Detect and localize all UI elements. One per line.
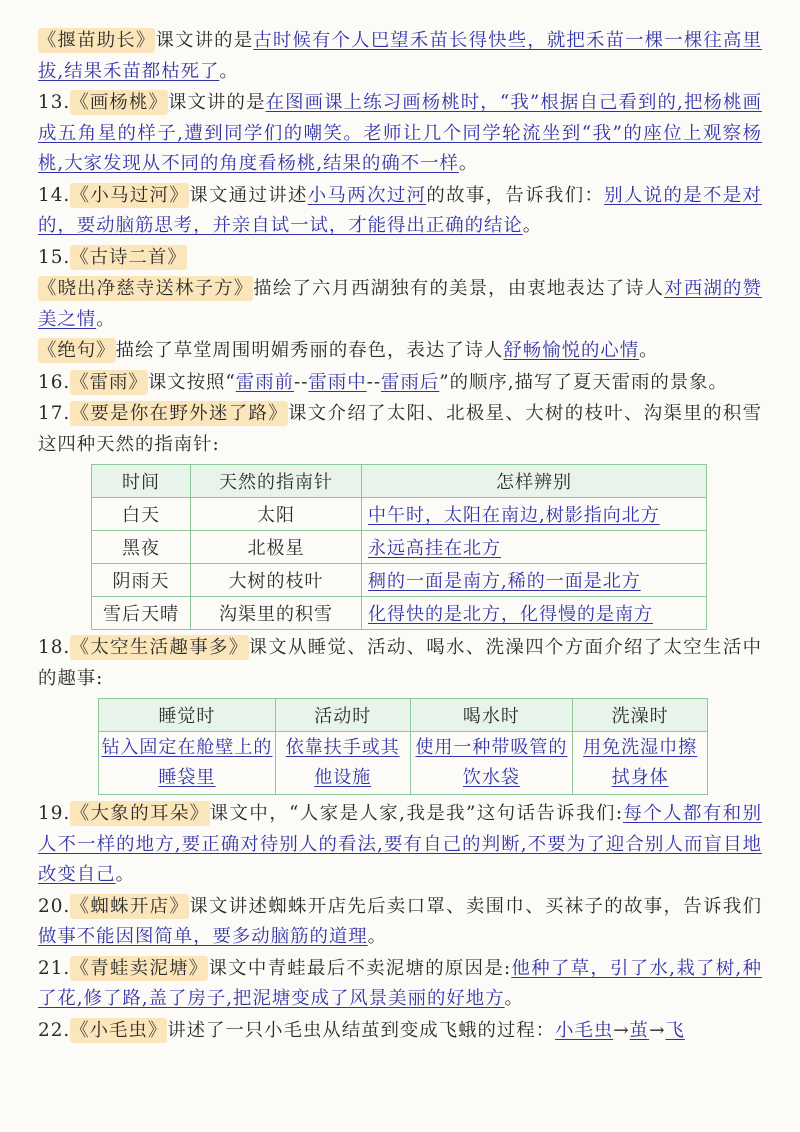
table-cell: 雪后天晴 (92, 597, 191, 630)
table-header: 洗澡时 (573, 699, 708, 732)
item-15b: 《绝句》描绘了草堂周围明媚秀丽的春色，表达了诗人舒畅愉悦的心情。 (38, 340, 659, 361)
item-19: 19.《大象的耳朵》课文中，“人家是人家,我是我”这句话告诉我们:每个人都有和别人不一样的地方,要正确对待别人的看法,要有自己的判断,不要为了迎合别人而盲目地改变自己。 (38, 803, 762, 885)
table-header: 天然的指南针 (191, 465, 362, 498)
lesson-title: 《要是你在野外迷了路》 (70, 403, 289, 424)
answer-underline: 小马两次过河 (307, 184, 427, 206)
arrow-icon: → (613, 1019, 630, 1041)
answer-underline: 依靠扶手或其他设施 (285, 737, 400, 788)
answer-underline: 雷雨后 (381, 371, 440, 393)
table-cell (362, 597, 707, 630)
table-header: 怎样辨别 (362, 465, 707, 498)
table-cell: 黑夜 (92, 531, 191, 564)
table-cell: 太阳 (191, 498, 362, 531)
answer-underline: 永远高挂在北方 (368, 538, 501, 559)
item-20: 20.《蜘蛛开店》课文讲述蜘蛛开店先后卖口罩、卖围巾、买袜子的故事，告诉我们做事不能因图简单，要多动脑筋的道理。 (38, 895, 762, 947)
table-cell: 北极星 (191, 531, 362, 564)
lesson-title: 《画杨桃》 (70, 92, 168, 113)
table-row (92, 531, 707, 564)
answer-underline: 每个人都有和别人不一样的地方,要正确对待别人的看法,要有自己的判断,不要为了迎合别人而盲目地改变自己 (38, 803, 762, 885)
arrow-icon: → (649, 1019, 666, 1041)
lesson-title: 《古诗二首》 (70, 246, 187, 268)
answer-underline: 化得快的是北方，化得慢的是南方 (368, 604, 653, 625)
table-header-row (92, 465, 707, 498)
lesson-title: 《青蛙卖泥塘》 (70, 957, 209, 979)
item-18: 18.《太空生活趣事多》课文从睡觉、活动、喝水、洗澡四个方面介绍了太空生活中的趣事: (38, 637, 762, 689)
lesson-title: 《晓出净慈寺送林子方》 (38, 278, 254, 299)
answer-underline: 飞 (665, 1019, 685, 1041)
lesson-title: 《蜘蛛开店》 (70, 895, 190, 917)
lesson-title: 《大象的耳朵》 (70, 803, 210, 824)
answer-underline: 稠的一面是南方,稀的一面是北方 (368, 571, 641, 592)
table-header: 活动时 (275, 699, 410, 732)
lesson-title: 《雷雨》 (70, 371, 148, 393)
table-cell (99, 732, 276, 795)
answer-underline: 雷雨前 (235, 371, 294, 393)
space-life-table (98, 698, 708, 795)
answer-underline: 雷雨中 (308, 371, 367, 393)
item-22: 22.《小毛虫》讲述了一只小毛虫从结茧到变成飞蛾的过程：小毛虫→茧→飞 (38, 1019, 685, 1041)
item-14: 14.《小马过河》课文通过讲述小马两次过河的故事，告诉我们：别人说的是不是对的，要动脑筋思考，并亲自试一试，才能得出正确的结论。 (38, 184, 762, 236)
item-21: 21.《青蛙卖泥塘》课文中青蛙最后不卖泥塘的原因是:他种了草，引了水,栽了树,种了花,修了路,盖了房子,把泥塘变成了风景美丽的好地方。 (38, 957, 762, 1009)
item-17: 17.《要是你在野外迷了路》课文介绍了太阳、北极星、大树的枝叶、沟渠里的积雪这四种天然的指南针: (38, 403, 762, 455)
table-header: 喝水时 (410, 699, 573, 732)
lesson-title: 《绝句》 (38, 340, 116, 361)
lesson-title: 《揠苗助长》 (38, 30, 156, 51)
lesson-title: 《太空生活趣事多》 (70, 637, 249, 658)
table-cell: 白天 (92, 498, 191, 531)
answer-underline: 古时候有个人巴望禾苗长得快些，就把禾苗一棵一棵往高里拔,结果禾苗都枯死了 (38, 30, 762, 82)
answer-underline: 在图画课上练习画杨桃时，“我”根据自己看到的,把杨桃画成五角星的样子,遭到同学们的嘲笑。老师让几个同学轮流坐到“我”的座位上观察杨桃,大家发现从不同的角度看杨桃,结果的确不一样 (38, 92, 762, 174)
item-16: 16.《雷雨》课文按照“雷雨前--雷雨中--雷雨后”的顺序,描写了夏天雷雨的景象。 (38, 371, 728, 393)
table-row (99, 732, 708, 795)
table-cell: 沟渠里的积雪 (191, 597, 362, 630)
answer-underline: 做事不能因图简单，要多动脑筋的道理 (38, 926, 368, 947)
table-row (92, 597, 707, 630)
answer-underline: 用免洗湿巾擦拭身体 (583, 737, 698, 788)
answer-underline: 中午时，太阳在南边,树影指向北方 (368, 505, 660, 526)
table-header: 睡觉时 (99, 699, 276, 732)
answer-underline: 钻入固定在舱壁上的睡袋里 (101, 737, 273, 788)
answer-underline: 使用一种带吸管的饮水袋 (415, 737, 568, 788)
table-cell (410, 732, 573, 795)
table-cell: 阴雨天 (92, 564, 191, 597)
table-cell (275, 732, 410, 795)
item-15a: 《晓出净慈寺送林子方》描绘了六月西湖独有的美景，由衷地表达了诗人对西湖的赞美之情。 (38, 278, 762, 330)
compass-table (91, 464, 707, 630)
item-1: 《揠苗助长》课文讲的是古时候有个人巴望禾苗长得快些，就把禾苗一棵一棵往高里拔,结果禾苗都枯死了。 (38, 30, 762, 82)
table-cell: 大树的枝叶 (191, 564, 362, 597)
table-cell (362, 498, 707, 531)
table-row (92, 564, 707, 597)
table-cell (362, 531, 707, 564)
item-15: 15.《古诗二首》 (38, 246, 187, 268)
table-cell (573, 732, 708, 795)
lesson-title: 《小马过河》 (70, 184, 190, 206)
answer-underline: 茧 (629, 1019, 650, 1041)
table-cell (362, 564, 707, 597)
table-row (92, 498, 707, 531)
answer-underline: 他种了草，引了水,栽了树,种了花,修了路,盖了房子,把泥塘变成了风景美丽的好地方 (38, 957, 762, 1009)
answer-underline: 小毛虫 (555, 1019, 614, 1041)
lesson-title: 《小毛虫》 (70, 1019, 168, 1041)
answer-underline: 舒畅愉悦的心情 (503, 340, 640, 361)
answer-underline: 对西湖的赞美之情 (38, 278, 762, 330)
table-header-row (99, 699, 708, 732)
item-13: 13.《画杨桃》课文讲的是在图画课上练习画杨桃时，“我”根据自己看到的,把杨桃画成五角星的样子,遭到同学们的嘲笑。老师让几个同学轮流坐到“我”的座位上观察杨桃,大家发现从不同的角度看杨桃,结果的确不一样。 (38, 92, 762, 174)
table-header: 时间 (92, 465, 191, 498)
answer-underline: 别人说的是不是对的，要动脑筋思考，并亲自试一试，才能得出正确的结论 (38, 184, 762, 236)
